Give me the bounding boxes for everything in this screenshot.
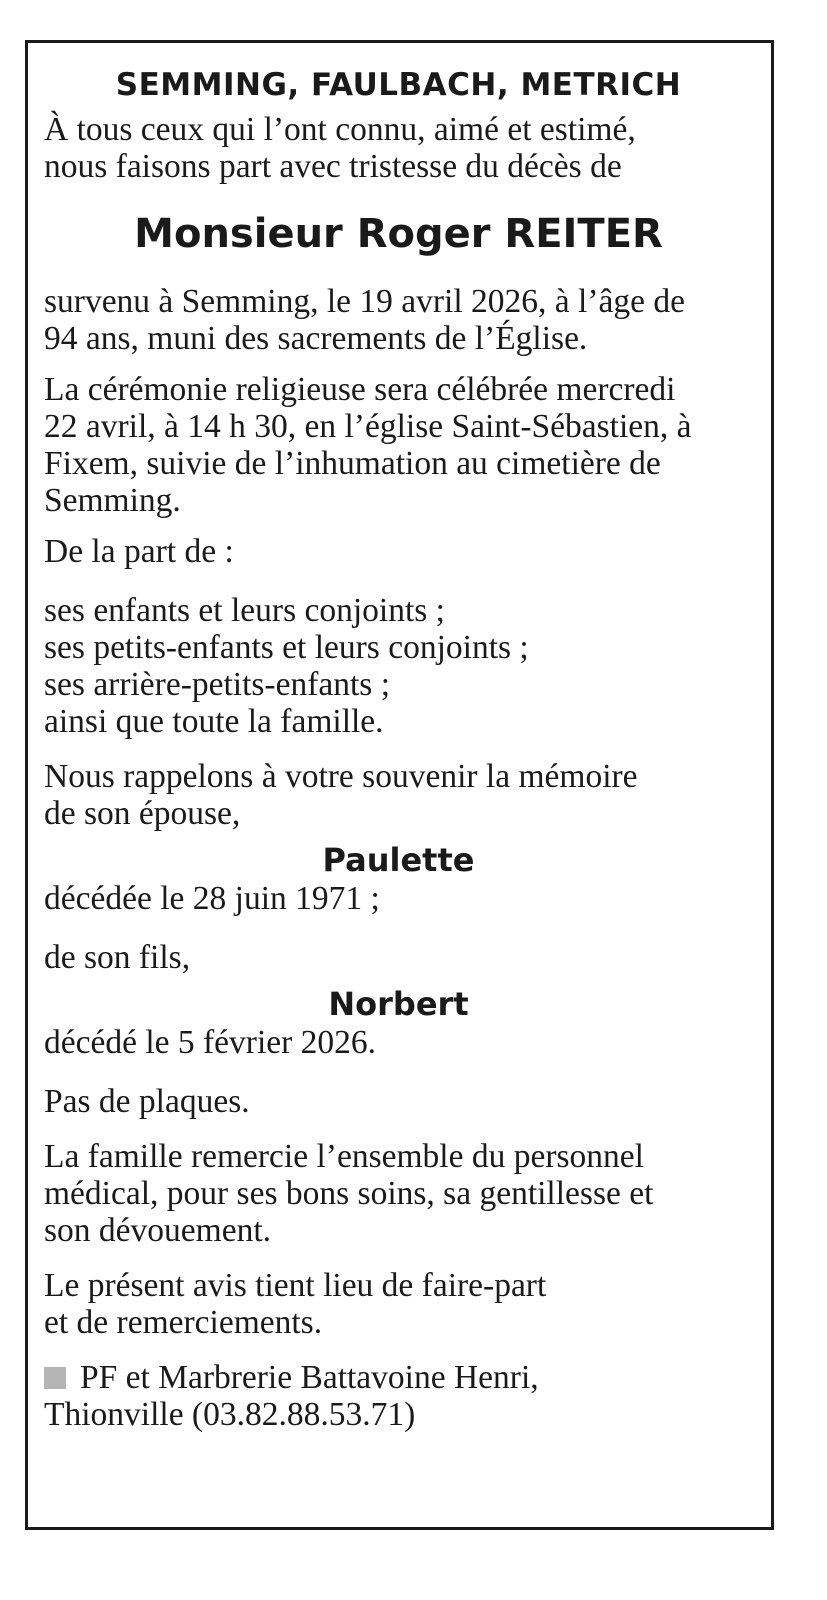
intro-line-2: nous faisons part avec tristesse du décès de bbox=[44, 148, 622, 185]
death-details-line-1: survenu à Semming, le 19 avril 2026, à l’âge de bbox=[44, 283, 685, 320]
notice-line-2: et de remerciements. bbox=[44, 1304, 323, 1341]
intro-text bbox=[44, 111, 753, 185]
thanks-text bbox=[44, 1138, 753, 1249]
son-death-date: décédé le 5 février 2026. bbox=[44, 1024, 377, 1061]
memory-line-1: Nous rappelons à votre souvenir la mémoire bbox=[44, 758, 638, 795]
family-member: ainsi que toute la famille. bbox=[44, 703, 384, 740]
obituary-notice bbox=[25, 40, 774, 1530]
son-name: Norbert bbox=[328, 985, 469, 1023]
funeral-home-name: PF et Marbrerie Battavoine Henri, bbox=[80, 1359, 539, 1396]
square-bullet-icon bbox=[44, 1367, 66, 1389]
family-member: ses arrière-petits-enfants ; bbox=[44, 666, 391, 703]
notice-line-1: Le présent avis tient lieu de faire-part bbox=[44, 1267, 547, 1304]
spouse-death-date: décédée le 28 juin 1971 ; bbox=[44, 880, 380, 917]
funeral-home-line-1 bbox=[44, 1359, 753, 1396]
notice-statement bbox=[44, 1267, 753, 1341]
no-plaques-note: Pas de plaques. bbox=[44, 1083, 250, 1120]
son-intro: de son fils, bbox=[44, 939, 191, 976]
family-members-list bbox=[44, 592, 753, 740]
thanks-line-1: La famille remercie l’ensemble du personnel bbox=[44, 1138, 644, 1175]
intro-line-1: À tous ceux qui l’ont connu, aimé et estimé, bbox=[44, 111, 636, 148]
death-details-line-2: 94 ans, muni des sacrements de l’Église. bbox=[44, 320, 588, 357]
ceremony-line-1: La cérémonie religieuse sera célébrée mercredi bbox=[44, 371, 676, 408]
ceremony-line-4: Semming. bbox=[44, 482, 181, 519]
spouse-name: Paulette bbox=[322, 841, 475, 879]
family-member: ses petits-enfants et leurs conjoints ; bbox=[44, 629, 529, 666]
ceremony-line-3: Fixem, suivie de l’inhumation au cimetière de bbox=[44, 445, 661, 482]
ceremony-line-2: 22 avril, à 14 h 30, en l’église Saint-Sébastien, à bbox=[44, 408, 692, 445]
family-member: ses enfants et leurs conjoints ; bbox=[44, 592, 445, 629]
memory-intro bbox=[44, 758, 753, 832]
deceased-name: Monsieur Roger REITER bbox=[134, 211, 663, 257]
families-heading: SEMMING, FAULBACH, METRICH bbox=[115, 67, 682, 103]
memory-line-2: de son épouse, bbox=[44, 795, 241, 832]
family-intro: De la part de : bbox=[44, 533, 234, 570]
thanks-line-3: son dévouement. bbox=[44, 1212, 272, 1249]
ceremony-details bbox=[44, 371, 753, 519]
death-details bbox=[44, 283, 753, 357]
thanks-line-2: médical, pour ses bons soins, sa gentillesse et bbox=[44, 1175, 654, 1212]
funeral-home-info bbox=[44, 1359, 753, 1433]
funeral-home-line-2: Thionville (03.82.88.53.71) bbox=[44, 1396, 416, 1433]
